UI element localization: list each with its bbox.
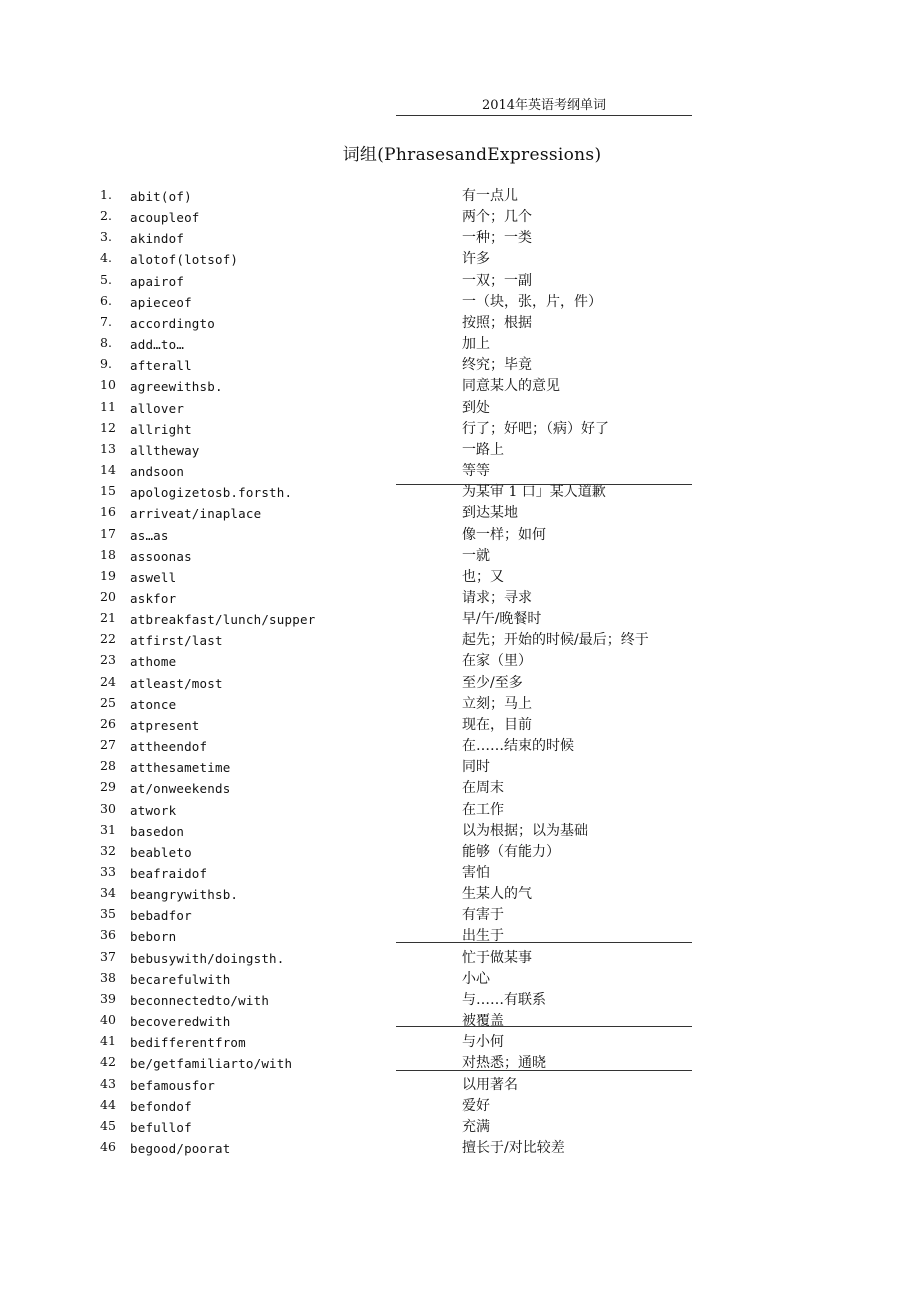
vocab-row	[96, 840, 696, 861]
phrase-english: askfor	[130, 590, 177, 606]
vocab-row	[96, 501, 696, 522]
row-number: 31	[100, 821, 116, 837]
phrase-english: alltheway	[130, 442, 200, 458]
phrase-english: bedifferentfrom	[130, 1035, 246, 1051]
phrase-chinese: 在……结束的时候	[462, 738, 574, 755]
vocab-row	[96, 205, 696, 226]
phrase-english: athome	[130, 654, 177, 670]
phrase-chinese: 以用著名	[462, 1076, 518, 1093]
row-number: 22	[100, 631, 116, 647]
vocab-row	[96, 544, 696, 565]
row-number: 24	[100, 673, 116, 689]
divider-line	[396, 942, 692, 943]
phrase-english: atonce	[130, 696, 177, 712]
phrase-chinese: 一路上	[462, 441, 504, 458]
phrase-english: as…as	[130, 527, 169, 543]
vocab-row	[96, 1030, 696, 1051]
phrase-english: beconnectedto/with	[130, 992, 270, 1008]
vocab-row	[96, 861, 696, 882]
row-number: 19	[100, 567, 116, 583]
phrase-chinese: 以为根据；以为基础	[462, 822, 588, 839]
phrase-english: arriveat/inaplace	[130, 506, 262, 522]
vocab-row	[96, 374, 696, 395]
phrase-english: apieceof	[130, 294, 192, 310]
phrase-chinese: 立刻；马上	[462, 695, 532, 712]
vocab-row	[96, 1073, 696, 1094]
vocab-row	[96, 967, 696, 988]
row-number: 27	[100, 737, 116, 753]
phrase-english: abit(of)	[130, 189, 192, 204]
vocab-row	[96, 671, 696, 692]
vocab-row	[96, 1115, 696, 1136]
vocab-row	[96, 1136, 696, 1157]
phrase-chinese: 一（块，张，片，件）	[462, 293, 602, 310]
row-number: 45	[100, 1117, 116, 1133]
row-number: 46	[100, 1139, 116, 1155]
row-number: 44	[100, 1096, 116, 1112]
phrase-chinese: 有害于	[462, 907, 504, 924]
vocab-row	[96, 523, 696, 544]
phrase-chinese: 小心	[462, 970, 490, 987]
phrase-chinese: 害怕	[462, 865, 490, 881]
row-number: 9.	[100, 356, 112, 372]
phrase-english: aswell	[130, 569, 177, 585]
row-number: 23	[100, 652, 116, 668]
row-number: 40	[100, 1012, 116, 1028]
row-number: 18	[100, 546, 116, 562]
phrase-chinese: 同时	[462, 759, 490, 776]
phrase-english: beangrywithsb.	[130, 887, 239, 903]
phrase-chinese: 爱好	[462, 1097, 490, 1114]
phrase-english: agreewithsb.	[130, 379, 223, 395]
row-number: 2.	[100, 208, 112, 224]
phrase-chinese: 两个；几个	[462, 209, 532, 226]
row-number: 8.	[100, 335, 112, 351]
phrase-english: attheendof	[130, 739, 208, 755]
row-number: 36	[100, 927, 116, 943]
vocab-row	[96, 903, 696, 924]
vocab-row	[96, 692, 696, 713]
phrase-english: basedon	[130, 823, 185, 839]
phrase-english: becoveredwith	[130, 1014, 231, 1030]
phrase-english: bebadfor	[130, 908, 192, 924]
vocab-row	[96, 459, 696, 480]
row-number: 1.	[100, 187, 112, 202]
vocab-list	[96, 184, 696, 1157]
phrase-english: atleast/most	[130, 675, 223, 691]
vocab-row	[96, 713, 696, 734]
phrase-english: allright	[130, 421, 192, 437]
phrase-chinese: 生某人的气	[462, 886, 532, 903]
phrase-english: andsoon	[130, 464, 185, 480]
phrase-chinese: 等等	[462, 463, 490, 480]
vocab-row	[96, 649, 696, 670]
phrase-chinese: 与……有联系	[462, 991, 546, 1008]
row-number: 37	[100, 948, 116, 964]
row-number: 38	[100, 969, 116, 985]
row-number: 39	[100, 990, 116, 1006]
vocab-row	[96, 269, 696, 290]
row-number: 43	[100, 1075, 116, 1091]
phrase-chinese: 终究；毕竟	[462, 357, 532, 374]
phrase-english: atwork	[130, 802, 177, 818]
phrase-english: be/getfamiliarto/with	[130, 1056, 293, 1072]
phrase-english: at/onweekends	[130, 781, 231, 797]
phrase-english: befullof	[130, 1119, 192, 1135]
vocab-row	[96, 819, 696, 840]
row-number: 6.	[100, 292, 112, 308]
vocab-row	[96, 290, 696, 311]
phrase-english: bebusywith/doingsth.	[130, 950, 285, 966]
phrase-english: apairof	[130, 273, 185, 289]
row-number: 7.	[100, 313, 112, 329]
phrase-chinese: 能够（有能力）	[462, 843, 560, 860]
row-number: 16	[100, 504, 116, 520]
phrase-english: begood/poorat	[130, 1141, 231, 1157]
vocab-row	[96, 353, 696, 374]
vocab-row	[96, 1009, 696, 1030]
phrase-english: befamousfor	[130, 1077, 215, 1093]
row-number: 28	[100, 758, 116, 774]
phrase-chinese: 擅长于/对比较差	[462, 1140, 565, 1157]
vocab-row	[96, 311, 696, 332]
page-header: 2014年英语考纲单词	[396, 94, 692, 116]
phrase-english: atthesametime	[130, 760, 231, 776]
phrase-english: beafraidof	[130, 866, 208, 881]
row-number: 29	[100, 779, 116, 795]
phrase-chinese: 至少/至多	[462, 674, 523, 691]
vocab-row	[96, 607, 696, 628]
row-number: 33	[100, 864, 116, 879]
row-number: 10	[100, 377, 116, 393]
phrase-english: accordingto	[130, 315, 215, 331]
page-title: 词组(PhrasesandExpressions)	[342, 145, 602, 165]
row-number: 13	[100, 440, 116, 456]
phrase-english: allover	[130, 400, 185, 416]
phrase-chinese: 一双；一副	[462, 272, 532, 289]
phrase-chinese: 被覆盖	[462, 1013, 504, 1030]
phrase-chinese: 与小何	[462, 1034, 504, 1051]
row-number: 35	[100, 906, 116, 922]
phrase-chinese: 有一点儿	[462, 188, 518, 204]
phrase-english: atbreakfast/lunch/supper	[130, 612, 316, 628]
phrase-chinese: 忙于做某事	[462, 949, 532, 966]
divider-line	[396, 1070, 692, 1071]
row-number: 34	[100, 885, 116, 901]
vocab-row	[96, 226, 696, 247]
row-number: 32	[100, 842, 116, 858]
row-number: 30	[100, 800, 116, 816]
phrase-english: becarefulwith	[130, 971, 231, 987]
phrase-chinese: 充满	[462, 1118, 490, 1135]
vocab-row	[96, 798, 696, 819]
vocab-row	[96, 755, 696, 776]
row-number: 3.	[100, 229, 112, 245]
phrase-chinese: 一就	[462, 547, 490, 564]
row-number: 20	[100, 588, 116, 604]
vocab-row	[96, 776, 696, 797]
row-number: 11	[100, 398, 116, 414]
phrase-chinese: 许多	[462, 251, 490, 268]
vocab-row	[96, 396, 696, 417]
row-number: 5.	[100, 271, 112, 287]
vocab-row	[96, 734, 696, 755]
vocab-row	[96, 882, 696, 903]
phrase-english: befondof	[130, 1098, 192, 1114]
vocab-row	[96, 247, 696, 268]
phrase-chinese: 现在，目前	[462, 716, 532, 733]
phrase-chinese: 早/午/晚餐时	[462, 611, 542, 628]
phrase-chinese: 一种；一类	[462, 230, 532, 247]
phrase-chinese: 为某审 1 口」某人道歉	[462, 484, 606, 501]
row-number: 12	[100, 419, 116, 435]
phrase-chinese: 对热悉；通晓	[462, 1055, 546, 1072]
phrase-english: beableto	[130, 844, 192, 860]
phrase-chinese: 按照；根据	[462, 314, 532, 331]
divider-line	[396, 484, 692, 485]
row-number: 17	[100, 525, 116, 541]
phrase-english: atfirst/last	[130, 633, 223, 649]
phrase-chinese: 同意某人的意见	[462, 378, 560, 395]
phrase-chinese: 在工作	[462, 801, 504, 818]
phrase-chinese: 在周末	[462, 780, 504, 797]
vocab-row	[96, 628, 696, 649]
vocab-row	[96, 438, 696, 459]
vocab-row	[96, 1094, 696, 1115]
phrase-chinese: 行了；好吧；（病）好了	[462, 420, 609, 437]
phrase-english: atpresent	[130, 717, 200, 733]
phrase-chinese: 到达某地	[462, 505, 518, 522]
row-number: 21	[100, 610, 116, 626]
row-number: 41	[100, 1033, 116, 1049]
vocab-row	[96, 988, 696, 1009]
row-number: 14	[100, 462, 116, 478]
vocab-row	[96, 332, 696, 353]
row-number: 42	[100, 1054, 116, 1070]
phrase-english: beborn	[130, 929, 177, 945]
divider-line	[396, 1026, 692, 1027]
phrase-english: add…to…	[130, 337, 185, 353]
phrase-chinese: 也；又	[462, 568, 504, 585]
phrase-english: acoupleof	[130, 210, 200, 226]
vocab-row	[96, 946, 696, 967]
phrase-english: assoonas	[130, 548, 192, 564]
row-number: 4.	[100, 250, 112, 266]
vocab-row	[96, 417, 696, 438]
vocab-row	[96, 565, 696, 586]
phrase-chinese: 在家（里）	[462, 653, 532, 670]
phrase-chinese: 起先；开始的时候/最后；终于	[462, 632, 649, 649]
phrase-english: alotof(lotsof)	[130, 252, 239, 268]
phrase-chinese: 到处	[462, 399, 490, 416]
vocab-row	[96, 586, 696, 607]
phrase-chinese: 出生于	[462, 928, 504, 945]
phrase-english: afterall	[130, 358, 192, 374]
phrase-chinese: 加上	[462, 336, 490, 353]
phrase-english: apologizetosb.forsth.	[130, 485, 293, 501]
row-number: 26	[100, 715, 116, 731]
row-number: 15	[100, 483, 116, 499]
vocab-row	[96, 184, 696, 205]
row-number: 25	[100, 694, 116, 710]
phrase-chinese: 请求；寻求	[462, 589, 532, 606]
phrase-chinese: 像一样；如何	[462, 526, 546, 543]
phrase-english: akindof	[130, 231, 185, 247]
